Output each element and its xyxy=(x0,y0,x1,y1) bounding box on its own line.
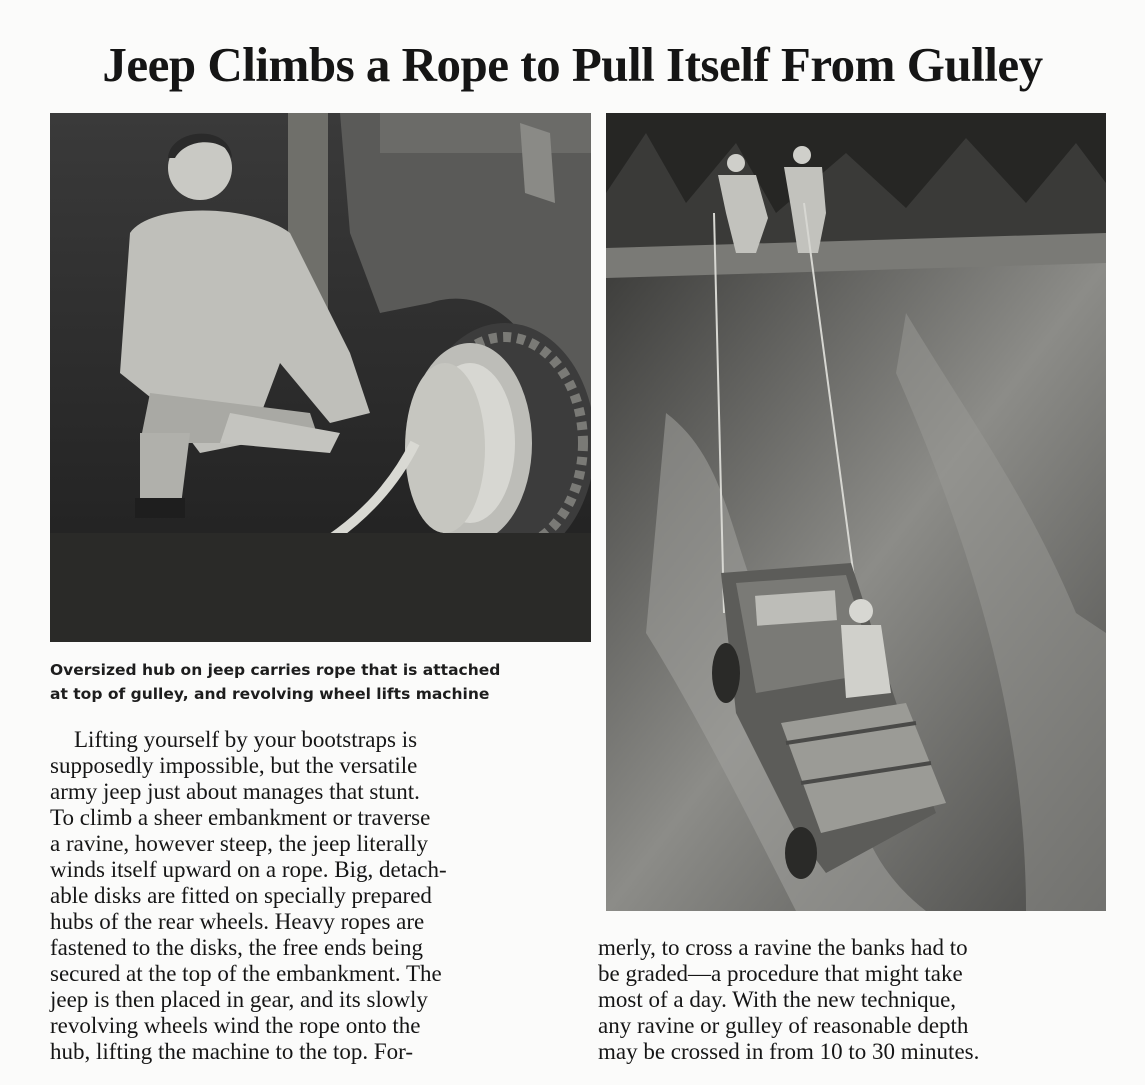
body-line: most of a day. With the new technique, xyxy=(598,987,957,1012)
article-body-left-column xyxy=(50,727,565,1065)
body-line: secured at the top of the embankment. The xyxy=(50,961,442,986)
body-line: merly, to cross a ravine the banks had to xyxy=(598,935,968,960)
body-line: To climb a sheer embankment or traverse xyxy=(50,805,431,830)
body-line: army jeep just about manages that stunt. xyxy=(50,779,420,804)
body-line: Lifting yourself by your bootstraps is xyxy=(74,727,418,752)
article-headline: Jeep Climbs a Rope to Pull Itself From Gulley xyxy=(102,37,1043,92)
body-line: jeep is then placed in gear, and its slowly xyxy=(50,987,428,1012)
body-line: be graded—a procedure that might take xyxy=(598,961,963,986)
photo-soldier-with-rope-hub xyxy=(50,113,591,642)
body-line: fastened to the disks, the free ends being xyxy=(50,935,423,960)
body-line: may be crossed in from 10 to 30 minutes. xyxy=(598,1039,980,1064)
photo-caption xyxy=(50,658,570,706)
body-line: hub, lifting the machine to the top. For- xyxy=(50,1039,414,1064)
article-body-right-column xyxy=(598,935,1113,1065)
body-line: winds itself upward on a rope. Big, detach- xyxy=(50,857,447,882)
photo-jeep-climbing-gulley xyxy=(606,113,1106,911)
body-line: a ravine, however steep, the jeep literally xyxy=(50,831,429,856)
body-line: any ravine or gulley of reasonable depth xyxy=(598,1013,969,1038)
body-line: able disks are fitted on specially prepared xyxy=(50,883,432,908)
caption-line: Oversized hub on jeep carries rope that is attached xyxy=(50,661,501,679)
body-line: supposedly impossible, but the versatile xyxy=(50,753,418,778)
body-line: hubs of the rear wheels. Heavy ropes are xyxy=(50,909,425,934)
caption-line: at top of gulley, and revolving wheel lifts machine xyxy=(50,685,490,703)
body-line: revolving wheels wind the rope onto the xyxy=(50,1013,421,1038)
